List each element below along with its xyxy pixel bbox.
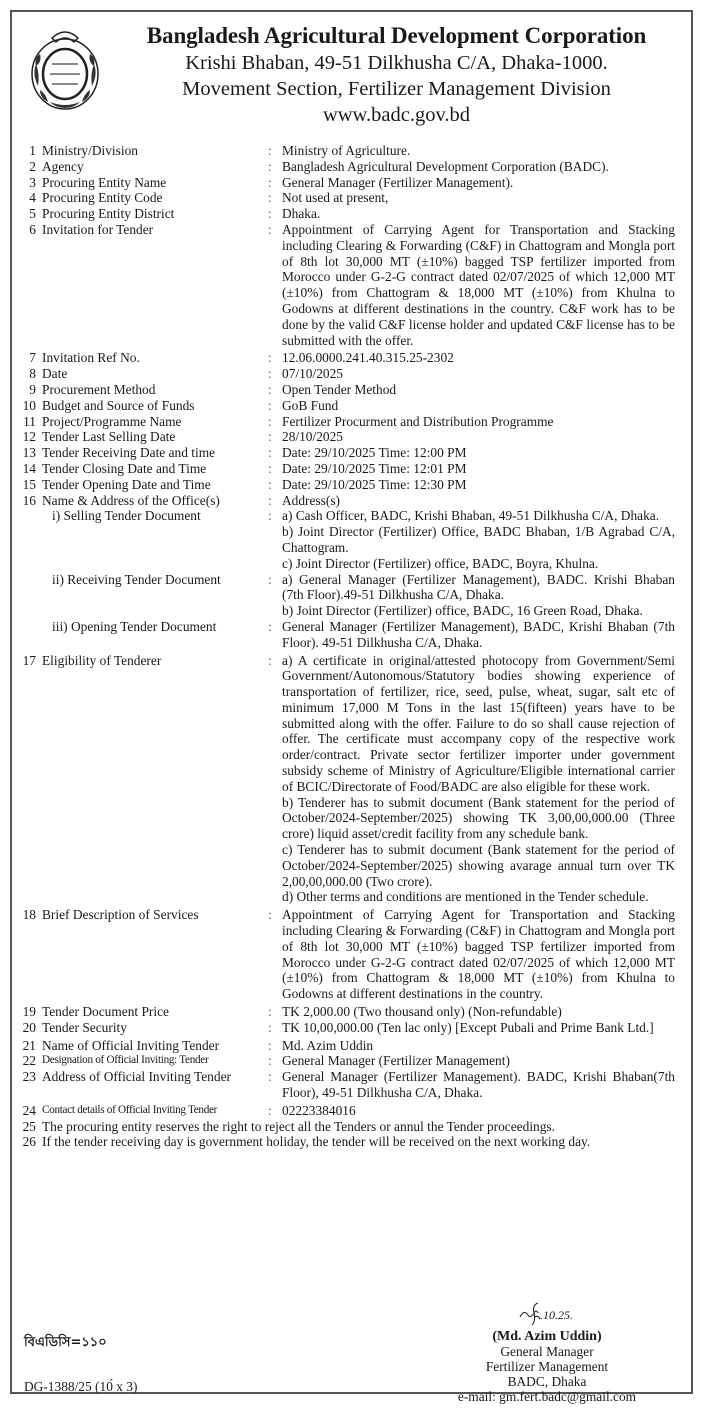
item-row (12, 382, 691, 398)
item-value-paragraph: Date: 29/10/2025 Time: 12:00 PM (282, 445, 467, 461)
item-value (282, 493, 675, 509)
item-value (282, 907, 675, 1002)
item-label: Tender Last Selling Date (42, 429, 176, 445)
item-value-paragraph: a) General Manager (Fertilizer Management), BADC. Krishi Bhaban (7th Floor).49-51 Dilkhusha C/A, Dhaka. (282, 571, 675, 603)
item-value-paragraph: GoB Fund (282, 397, 339, 413)
item-row (12, 461, 691, 477)
item-value (282, 206, 675, 222)
item-value-paragraph: Md. Azim Uddin (282, 1037, 374, 1053)
item-number: 4 (29, 190, 36, 206)
separator-colon: : (268, 1102, 272, 1118)
item-number (12, 508, 42, 571)
item-value (282, 159, 675, 175)
separator-colon: : (268, 652, 272, 668)
separator-colon: : (268, 1053, 272, 1069)
item-value-paragraph: Ministry of Agriculture. (282, 143, 411, 158)
item-number: 23 (22, 1069, 36, 1085)
separator-colon: : (268, 221, 272, 237)
item-value-paragraph: 28/10/2025 (282, 429, 344, 445)
organization-name: Bangladesh Agricultural Development Corporation (146, 23, 647, 48)
item-number: 1 (29, 143, 36, 158)
item-number: 12 (22, 429, 36, 445)
badc-emblem-icon (26, 24, 104, 114)
item-row (12, 190, 691, 206)
item-label: Tender Opening Date and Time (42, 476, 211, 492)
separator-colon: : (268, 350, 272, 366)
item-number: 10 (22, 397, 36, 413)
item-label: ii) Receiving Tender Document (52, 571, 221, 587)
item-number: 7 (29, 350, 36, 366)
item-row (12, 143, 691, 159)
separator-colon: : (268, 1004, 272, 1020)
item-number (12, 572, 42, 619)
item-label: Date (42, 366, 68, 382)
item-value (282, 1020, 675, 1036)
item-number: 21 (22, 1037, 36, 1053)
item-value-paragraph: b) Joint Director (Fertilizer) Office, BADC Bhaban, 1/B Agrabad C/A, Chattogram. (282, 524, 675, 555)
item-number (12, 619, 42, 651)
item-label: Ministry/Division (42, 143, 138, 158)
item-row (12, 206, 691, 222)
separator-colon: : (268, 907, 272, 923)
signature-date: .10.25. (540, 1308, 573, 1322)
signatory-email[interactable]: e-mail: gm.fert.badc@gmail.com (457, 1389, 637, 1404)
item-label: Address of Official Inviting Tender (42, 1069, 231, 1085)
item-value (282, 366, 675, 382)
organization-address: Krishi Bhaban, 49-51 Dilkhusha C/A, Dhaka-1000. (185, 52, 608, 74)
item-number: 19 (22, 1004, 36, 1020)
separator-colon: : (268, 508, 272, 524)
item-row (12, 414, 691, 430)
item-number: 17 (22, 652, 36, 668)
note-text: The procuring entity reserves the right to reject all the Tenders or annul the Tender proceedings. (42, 1118, 555, 1134)
note-row (12, 1119, 691, 1135)
item-value (282, 222, 675, 348)
item-row (12, 1053, 691, 1069)
item-value-paragraph: General Manager (Fertilizer Management), BADC, Krishi Bhaban (7th Floor). 49-51 Dilkhusha C/A, Dhaka. (282, 618, 675, 650)
separator-colon: : (268, 413, 272, 429)
separator-colon: : (268, 1037, 272, 1053)
item-value (282, 143, 675, 159)
organization-section: Movement Section, Fertilizer Management Division (182, 78, 611, 100)
separator-colon: : (268, 397, 272, 413)
badc-code: বিএডিসি=১১০ (24, 1335, 107, 1350)
item-row (12, 445, 691, 461)
item-value (282, 398, 675, 414)
item-number: 16 (22, 492, 36, 508)
item-value-paragraph: Fertilizer Procurment and Distribution Programme (282, 413, 554, 429)
item-row (12, 1004, 691, 1020)
item-row (12, 398, 691, 414)
item-value (282, 190, 675, 206)
item-label: Name & Address of the Office(s) (42, 492, 220, 508)
item-value-paragraph: c) Joint Director (Fertilizer) office, BADC, Boyra, Khulna. (282, 555, 599, 571)
item-row (12, 907, 691, 1002)
item-label: Procuring Entity District (42, 206, 175, 222)
item-row (12, 429, 691, 445)
separator-colon: : (268, 206, 272, 222)
item-label: Budget and Source of Funds (42, 397, 195, 413)
item-row (12, 1069, 691, 1101)
item-label: Tender Document Price (42, 1004, 169, 1020)
item-row (12, 366, 691, 382)
note-number: 25 (22, 1118, 36, 1134)
item-value (282, 619, 675, 651)
item-label: Agency (42, 158, 84, 174)
signature-scribble-icon (442, 1295, 652, 1329)
item-value-paragraph: Open Tender Method (282, 381, 397, 397)
item-label: Name of Official Inviting Tender (42, 1037, 220, 1053)
item-number: 13 (22, 445, 36, 461)
separator-colon: : (268, 381, 272, 397)
item-value (282, 653, 675, 906)
item-value (282, 1004, 675, 1020)
item-value (282, 429, 675, 445)
signature-block (442, 1295, 652, 1404)
item-value-paragraph: Dhaka. (282, 206, 321, 222)
item-value-paragraph: Appointment of Carrying Agent for Transportation and Stacking including Clearing & Forwarding (C&F) in Chattogram and Mongla port of 8th lot 30,000 MT (±10%) bagged TSP fertilizer imported from Morocco under G-2-G contract dated 02/07/2025 of which 12,000 MT (±10%) from Chattogram & 18,000 MT (±10%) from Khulna to Godowns at different destinations in the country. (282, 907, 675, 1002)
item-row (12, 222, 691, 348)
item-value-paragraph: General Manager (Fertilizer Management). (282, 174, 514, 190)
item-number: 2 (29, 158, 36, 174)
item-label: Brief Description of Services (42, 907, 199, 923)
separator-colon: : (268, 571, 272, 587)
item-value-paragraph: Appointment of Carrying Agent for Transportation and Stacking including Clearing & Forwarding (C&F) in Chattogram and Mongla port of 8th lot 30,000 MT (±10%) bagged TSP fertilizer imported from Morocco under G-2-G contract dated 02/07/2025 of which 12,000 MT (±10%) from Chattogram & 18,000 MT (±10%) from Khulna to Godowns at different destinations in the country. C&F work has to be done by the valid C&F license holder and updated C&F license has to be submitted with the offer. (282, 221, 675, 348)
item-number: 5 (29, 206, 36, 222)
item-value-paragraph: d) Other terms and conditions are mentioned in the Tender schedule. (282, 889, 649, 905)
item-number: 8 (29, 366, 36, 382)
item-value (282, 445, 675, 461)
item-label: Eligibility of Tenderer (42, 652, 162, 668)
separator-colon: : (268, 618, 272, 634)
item-label: Procurement Method (42, 381, 156, 397)
item-row (12, 1103, 691, 1119)
item-value (282, 1103, 675, 1119)
separator-colon: : (268, 476, 272, 492)
signatory-office: BADC, Dhaka (507, 1374, 587, 1389)
separator-colon: : (268, 1019, 272, 1035)
item-value (282, 175, 675, 191)
item-value-paragraph: TK 10,00,000.00 (Ten lac only) [Except Pubali and Prime Bank Ltd.] (282, 1019, 654, 1035)
item-number: 6 (29, 221, 36, 237)
separator-colon: : (268, 158, 272, 174)
sub-item-row (12, 508, 691, 571)
signatory-designation: General Manager (500, 1344, 594, 1359)
separator-colon: : (268, 445, 272, 461)
item-value (282, 572, 675, 619)
item-value-paragraph: General Manager (Fertilizer Management) (282, 1053, 510, 1069)
item-value-paragraph: General Manager (Fertilizer Management). BADC, Krishi Bhaban(7th Floor), 49-51 Dilkhusha C/A, Dhaka. (282, 1069, 675, 1101)
item-value (282, 350, 675, 366)
item-value-paragraph: 02223384016 (282, 1102, 356, 1118)
item-value (282, 508, 675, 571)
item-row (12, 175, 691, 191)
note-text: If the tender receiving day is government holiday, the tender will be received on the next working day. (42, 1134, 591, 1150)
tender-notice (10, 10, 693, 1404)
item-number: 18 (22, 907, 36, 923)
item-row (12, 477, 691, 493)
item-row (12, 653, 691, 906)
item-row (12, 350, 691, 366)
item-value-paragraph: Not used at present, (282, 190, 389, 206)
separator-colon: : (268, 366, 272, 382)
item-label: Invitation Ref No. (42, 350, 140, 366)
item-label: Invitation for Tender (42, 221, 154, 237)
item-number: 20 (22, 1019, 36, 1035)
separator-colon: : (268, 492, 272, 508)
separator-colon: : (268, 190, 272, 206)
item-label: Designation of Official Inviting: Tender (42, 1054, 209, 1067)
item-number: 22 (22, 1053, 36, 1069)
note-number: 26 (22, 1134, 36, 1150)
item-value (282, 1038, 675, 1054)
separator-colon: : (268, 143, 272, 158)
item-value-paragraph: 12.06.0000.241.40.315.25-2302 (282, 350, 454, 366)
item-value (282, 477, 675, 493)
item-label: Tender Closing Date and Time (42, 460, 207, 476)
item-row (12, 1038, 691, 1054)
item-value (282, 1069, 675, 1101)
item-label: Procuring Entity Name (42, 174, 167, 190)
item-number: 3 (29, 174, 36, 190)
item-number: 9 (29, 381, 36, 397)
separator-colon: : (268, 460, 272, 476)
item-label: Project/Programme Name (42, 413, 182, 429)
item-number: 14 (22, 460, 36, 476)
item-label: Tender Security (42, 1019, 127, 1035)
item-row (12, 493, 691, 509)
sub-item-row (12, 619, 691, 651)
item-label: Procuring Entity Code (42, 190, 163, 206)
signatory-department: Fertilizer Management (485, 1359, 609, 1374)
item-value-paragraph: Date: 29/10/2025 Time: 12:30 PM (282, 476, 467, 492)
separator-colon: : (268, 1069, 272, 1085)
handwritten-signature (442, 1295, 652, 1329)
separator-colon: : (268, 429, 272, 445)
item-label: iii) Opening Tender Document (52, 618, 217, 634)
item-label: Tender Receiving Date and time (42, 445, 216, 461)
item-number: 24 (22, 1102, 36, 1118)
note-row (12, 1134, 691, 1150)
item-value-paragraph: TK 2,000.00 (Two thousand only) (Non-refundable) (282, 1004, 562, 1020)
item-value (282, 461, 675, 477)
item-label: i) Selling Tender Document (52, 508, 201, 524)
item-row (12, 159, 691, 175)
item-number: 11 (23, 413, 36, 429)
item-value-paragraph: b) Tenderer has to submit document (Bank statement for the period of October/2024-September/2025) showing TK 3,00,00,000.00 (Three crore) liquid asset/credit facility from any schedule bank. (282, 794, 675, 842)
dg-reference: DG-1388/25 (10́ x 3) (24, 1379, 138, 1394)
signatory-name: (Md. Azim Uddin) (492, 1329, 602, 1344)
item-value-paragraph: b) Joint Director (Fertilizer) office, BADC, 16 Green Road, Dhaka. (282, 603, 643, 619)
item-value-paragraph: Bangladesh Agricultural Development Corporation (BADC). (282, 158, 609, 174)
item-number: 15 (22, 476, 36, 492)
item-value-paragraph: Address(s) (282, 492, 341, 508)
item-value (282, 382, 675, 398)
item-value-paragraph: 07/10/2025 (282, 366, 344, 382)
notice-header (12, 12, 691, 137)
item-value-paragraph: a) Cash Officer, BADC, Krishi Bhaban, 49-51 Dilkhusha C/A, Dhaka. (282, 508, 660, 524)
item-value-paragraph: a) A certificate in original/attested photocopy from Government/Semi Government/Autonomous/Statutory bodies showing experience of transportation of fertilizer, rice, seed, pulse, wheat, sugar, salt etc of minimum 17,000 M Tons in the last 15(fifteen) years have to be submitted along with the offer. Failure to do so shall cause rejection of offer. The certificate must accompany copy of the respective work order/contract. Private sector fertilizer importer under government subsidy scheme of Ministry of Agriculture/Eligible international carrier of BCIC/Directorate of Food/BADC are also eligible for these work. (282, 652, 675, 794)
sub-item-row (12, 572, 691, 619)
item-label: Contact details of Official Inviting Tender (42, 1103, 218, 1116)
item-row (12, 1020, 691, 1036)
item-value (282, 414, 675, 430)
tender-details-list (12, 143, 691, 1150)
item-value (282, 1053, 675, 1069)
organization-website[interactable]: www.badc.gov.bd (322, 104, 471, 126)
item-value-paragraph: c) Tenderer has to submit document (Bank statement for the period of October/2024-September/2025) showing avarage annual turn over TK 2,00,00,000.00 (Two crore). (282, 842, 675, 889)
item-value-paragraph: Date: 29/10/2025 Time: 12:01 PM (282, 460, 467, 476)
separator-colon: : (268, 174, 272, 190)
